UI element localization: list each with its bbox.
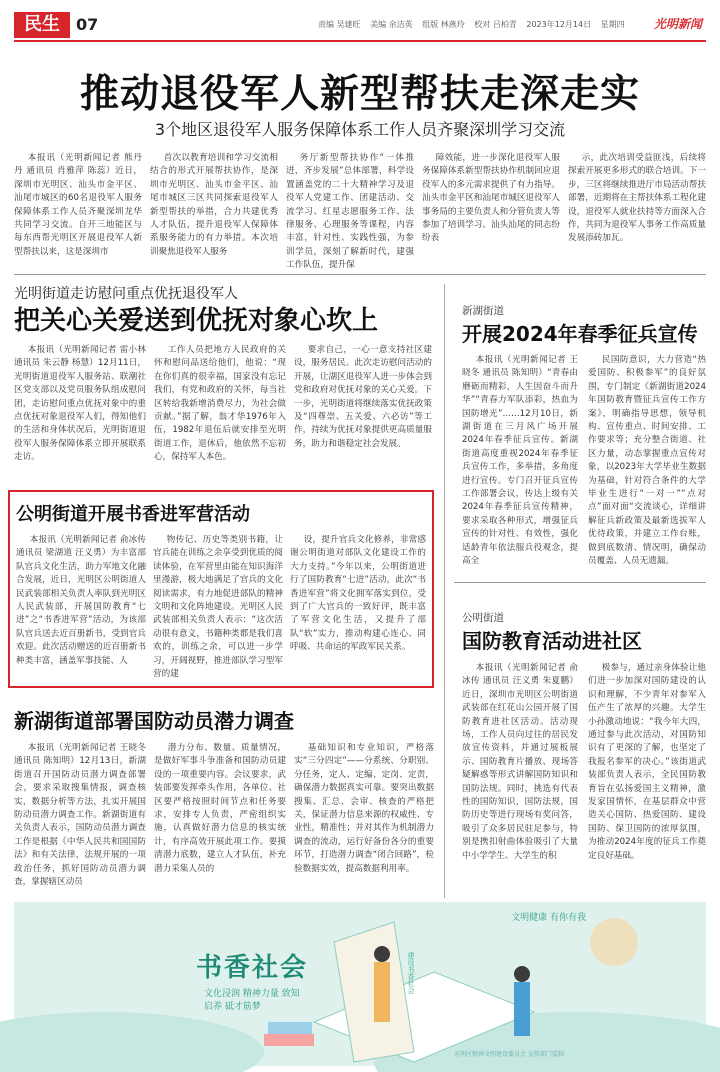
art3-column-1: 本报讯（光明新闻记者 王晓冬 通讯员 陈知明）12月13日，新湖街道召开国防动员潜力调查部署会，要求采取搜集情报，调查核实，数据分析等方法，扎实开展国防动员潜力调查工作。新湖街道有关负责人表示，国防动员潜力调查工作是根据《中华人民共和国国防法》和有关法律，法规开展的一项政治任务，抓好国防动员潜力调查，掌握辖区动员: [14, 743, 146, 888]
lead-column-1: 本报讯（光明新闻记者 熊丹丹 通讯员 肖雅萍 陈蕊）近日，深圳市光明区、汕头市金平区、汕尾市城区的60名退役军人服务保障体系工作人员齐聚深圳龙华共同学习交流。自开三地能区与每东西帮光明区开展退役军人新型帮扶以来，这是深圳市: [14, 153, 142, 257]
banner-slogan: 文化浸润 精神力量 致知启养 砥才筋梦: [204, 989, 300, 1012]
art2-column-1: 本报讯（光明新闻记者 俞冰传 通讯员 梁湖道 汪义勇）为丰富部队官兵文化生活，助力军地文化融合发展，近日，光明区公明街道人民武装部相关负责人率队到光明区人民武装部，开展国防教育“七进”之“书香进军营”活动，为该部队官兵送去近百册新书，受到官兵欢迎。此次活动赠送的近百册新书种类丰富，涵盖军事技能、人: [16, 535, 146, 666]
meta-layout: 组版 林燕玲: [422, 20, 465, 29]
lead-column-5: 示，此次培训受益匪浅，后续将探索开展更多形式的联合培训。下一步，三区将继续推进厅市局活动帮扶部署，近期将在主帮扶体系工程化建设，退役军人就业扶持等方面深入合作，共同为退役军人事务工作高质量发展添砖加瓦。: [568, 153, 706, 244]
art2-headline: 公明街道开展书香进军营活动: [16, 504, 250, 525]
lead-headline: 推动退役军人新型帮扶走深走实: [79, 72, 640, 117]
divider: [454, 582, 706, 583]
meta-weekday: 星期四: [600, 20, 625, 29]
banner-footer: 光明区精神文明建设委员会 宣传部门监制: [454, 1051, 564, 1058]
art1-column-1: 本报讯（光明新闻记者 雷小林 通讯员 朱云静 杨慧）12月11日，光明街道退役军人服务站、联潮社区党支部以及党员服务队组成慰问团，走访慰问重点优抚对象中的重点优抚对象退役军人们，得知他们的生活和身体状况后，光明街道退役军人服务保障体系立即开展联系走访。: [14, 345, 146, 463]
meta-date: 2023年12月14日: [526, 20, 592, 29]
lead-subheadline: 3个地区退役军人服务保障体系工作人员齐聚深圳学习交流: [154, 120, 566, 139]
art5-kicker: 公明街道: [462, 612, 504, 624]
art5-column-1: 本报讯（光明新闻记者 俞冰传 通讯员 汪义勇 朱夏鹏）近日，深圳市光明区公明街道武装部在红花山公园开展了国防教育进社区活动。活动现场，工作人员向过往的居民发放宣传资料，并通过展板展示、国防教育片播放、现场答疑解惑等形式讲解国防知识和国防法规。同时，挑选有代表性的国防知识，国防法规，国防历史等进行现场有奖问答，吸引了众多居民驻足参与，特别是携扣射曲体验吸引了大量中小学学生、大学生的积: [462, 663, 578, 861]
editor-meta: [318, 18, 632, 32]
art1-column-2: 工作人员把地方人民政府的关怀和慰问品送给他们，他说：“现在你们真的很幸福，国家没有忘记我们，有党和政府的关怀，每当社区转给我新增消费尽力，为社会做贡献。”据了解，翁才华1976年入伍，1982年退伍后就安排至光明街道工作，退休后，他依然不忘初心，保持军人本色。: [154, 345, 286, 463]
public-service-banner: [14, 902, 706, 1066]
art5-column-2: 极参与，通过亲身体验让他们进一步加深对国防建设的认识和理解，不少青年对参军入伍产生了浓厚的兴趣。大学生小孙激动地说：“我今年大四，通过参与此次活动，对国防知识有了更深的了解，也坚定了我报名参军的决心。”该街道武装部负责人表示，全民国防教育旨在弘扬爱国主义精神，激发家国情怀，在基层群众中营造关心国防、热爱国防、建设国防、保卫国防的浓厚氛围，为推动2024年度的征兵工作奠定良好基础。: [588, 663, 706, 861]
art4-column-2: 民国防意识，大力营造“热爱国防、积极参军”的良好氛围，专门制定《新湖街道2024年国防教育暨征兵宣传工作方案》，明确指导思想，领导机构、宣传重点、时间安排、工作要求等；充分整合街道、社区力量，动态掌握重点宣传对象，以2023年大学毕业生数据为基础，针对符合条件的大学毕业生进行“一对一”“点对点”面对面“交流谈心，详细讲解征兵新政策及最新选拔军人优待政策，并建立工作台账，做到底数清、情况明，确保动员覆盖、人员无遗漏。: [588, 355, 706, 567]
header-rule: [14, 40, 706, 42]
art4-headline: 开展2024年春季征兵宣传: [462, 322, 698, 346]
art1-column-3: 要求自己，一心一意支持社区建设，服务居民。此次走访慰问活动的开展，让湖区退役军人进一步体会到党和政府对优抚对象的关心关爱。下一步，光明街道将继续落实优抚政策及“四尊崇、五关爱、六必访”等工作，持续为优抚对象提供更高质量服务，助力和谐稳定社会发展。: [294, 345, 432, 449]
divider: [14, 274, 706, 275]
art2-column-2: 物传记、历史等类别书籍，让官兵能在训练之余享受到优质的阅读体验，在军营里由能在知识海洋里漫游，极大地满足了官兵的文化阅读需求，有力地促进部队的精神文明和文化阵地建设。光明区人民武装部相关负责人表示：“这次活动很有意义，书籍种类都是我们喜欢的，训练之余，可以进一步学习，开阔视野，推进部队学习型军营的建: [153, 535, 283, 680]
art5-headline: 国防教育活动进社区: [462, 629, 642, 653]
banner-illustration: [14, 902, 706, 1066]
banner-title: 书香社会: [196, 953, 309, 983]
art1-headline: 把关心关爱送到优抚对象心坎上: [14, 306, 379, 336]
page-number: 07: [76, 15, 99, 34]
art3-column-3: 基础知识和专业知识，严格落实“三分四定”——分系统、分职别、分任务，定人、定编、定岗、定责，确保潜力数据真实可靠。要突出数据搜集、汇总、会审、核查的严格把关，保证潜力信息来源的权威性、专业性，精准性；并对其作为机制潜力调查的流动，运行好备份各分的重要环节，打造潜力调查“闭合回路”，检验数据实效，提高数据利用率。: [294, 743, 434, 874]
lead-column-3: 务厅新型帮扶协作“一体推进，齐步发展”总体部署，科学设置涵盖党的二十大精神学习及退役军人党建工作、团建活动、交流学习、红星志愿服务工作、法律服务、心理服务等课程，内容丰富，针对性、实践性强，为参训学员，深刻了解新时代，建强工作队伍，提升保: [286, 153, 414, 271]
banner-book-text: 建设书香社会: [407, 952, 415, 994]
meta-editor: 责编 吴建旺: [318, 20, 361, 29]
art4-column-1: 本报讯（光明新闻记者 王晓冬 通讯员 陈知明）“青春由磨砺而精彩，人生因奋斗而升华”“青春力军队添彩，热血为国防增光”……12月10日，新湖街道在三月风广场开展2024年春季征兵宣传。新湖街道高度重视2024年春季征兵宣传工作，多举措，多角度进行宣传。专门召开征兵宣传工作部署会议，传达上级有关2024年春季征兵宣传精神，要求采取各种形式，增强征兵宣传的针对性、有效性，强化适龄青年依法服兵役观念，提高全: [462, 355, 578, 567]
meta-proofreader: 校对 吕柏青: [474, 20, 517, 29]
art3-headline: 新湖街道部署国防动员潜力调查: [14, 709, 294, 733]
art4-kicker: 新湖街道: [462, 305, 504, 317]
meta-designer: 美编 余洁英: [370, 20, 413, 29]
lead-column-4: 障效能，进一步深化退役军人服务保障体系新型帮扶协作机制回应退役军人的多元需求提供了有力指导。汕头市金平区和汕尾市城区退役军人事务局的主要负责人和分管负责人等参加了培训学习。汕头汕尾的同志纷纷表: [422, 153, 560, 244]
newspaper-logo: 光明新闻: [654, 17, 703, 31]
banner-tagline: 文明健康 有你有我: [511, 913, 586, 923]
art3-column-2: 潜力分布、数量、质量情况，是做好军事斗争准备和国防动员建设的一项重要内容。会议要求，武装部要发挥牵头作用，各单位、社区要严格按照时间节点和任务要求，安排专人负责，严密组织实施，认真做好潜力信息的核实统计，有序高效开展此项工作。要摸清潜力底数，建立人才队伍，补充潜力采集人员的: [154, 743, 286, 874]
column-divider: [444, 284, 445, 898]
lead-column-2: 首次以教育培训和学习交流相结合的形式开展帮扶协作，是深圳市光明区、汕头市金平区、汕尾市城区三区共同探索退役军人新型帮扶的举措，合力共建优秀人才队伍，提升退役军人保障体系服务能力的有力举措。本次培训聚焦退役军人服务: [150, 153, 278, 257]
section-badge: 民生: [14, 12, 70, 38]
art1-kicker: 光明街道走访慰问重点优抚退役军人: [14, 286, 238, 302]
art2-column-3: 设，提升官兵文化修养，非常感谢公明街道对部队文化建设工作的大力支持。”今年以来，公明街道进行了国防教育“七进”活动，此次“书香进军营”将文化拥军落实到位，受到了广大官兵的一致好评，既丰富了军营文化生活，又提升了部队“软”实力，推动构建心连心、同呼吸、共命运的军政军民关系。: [290, 535, 426, 653]
